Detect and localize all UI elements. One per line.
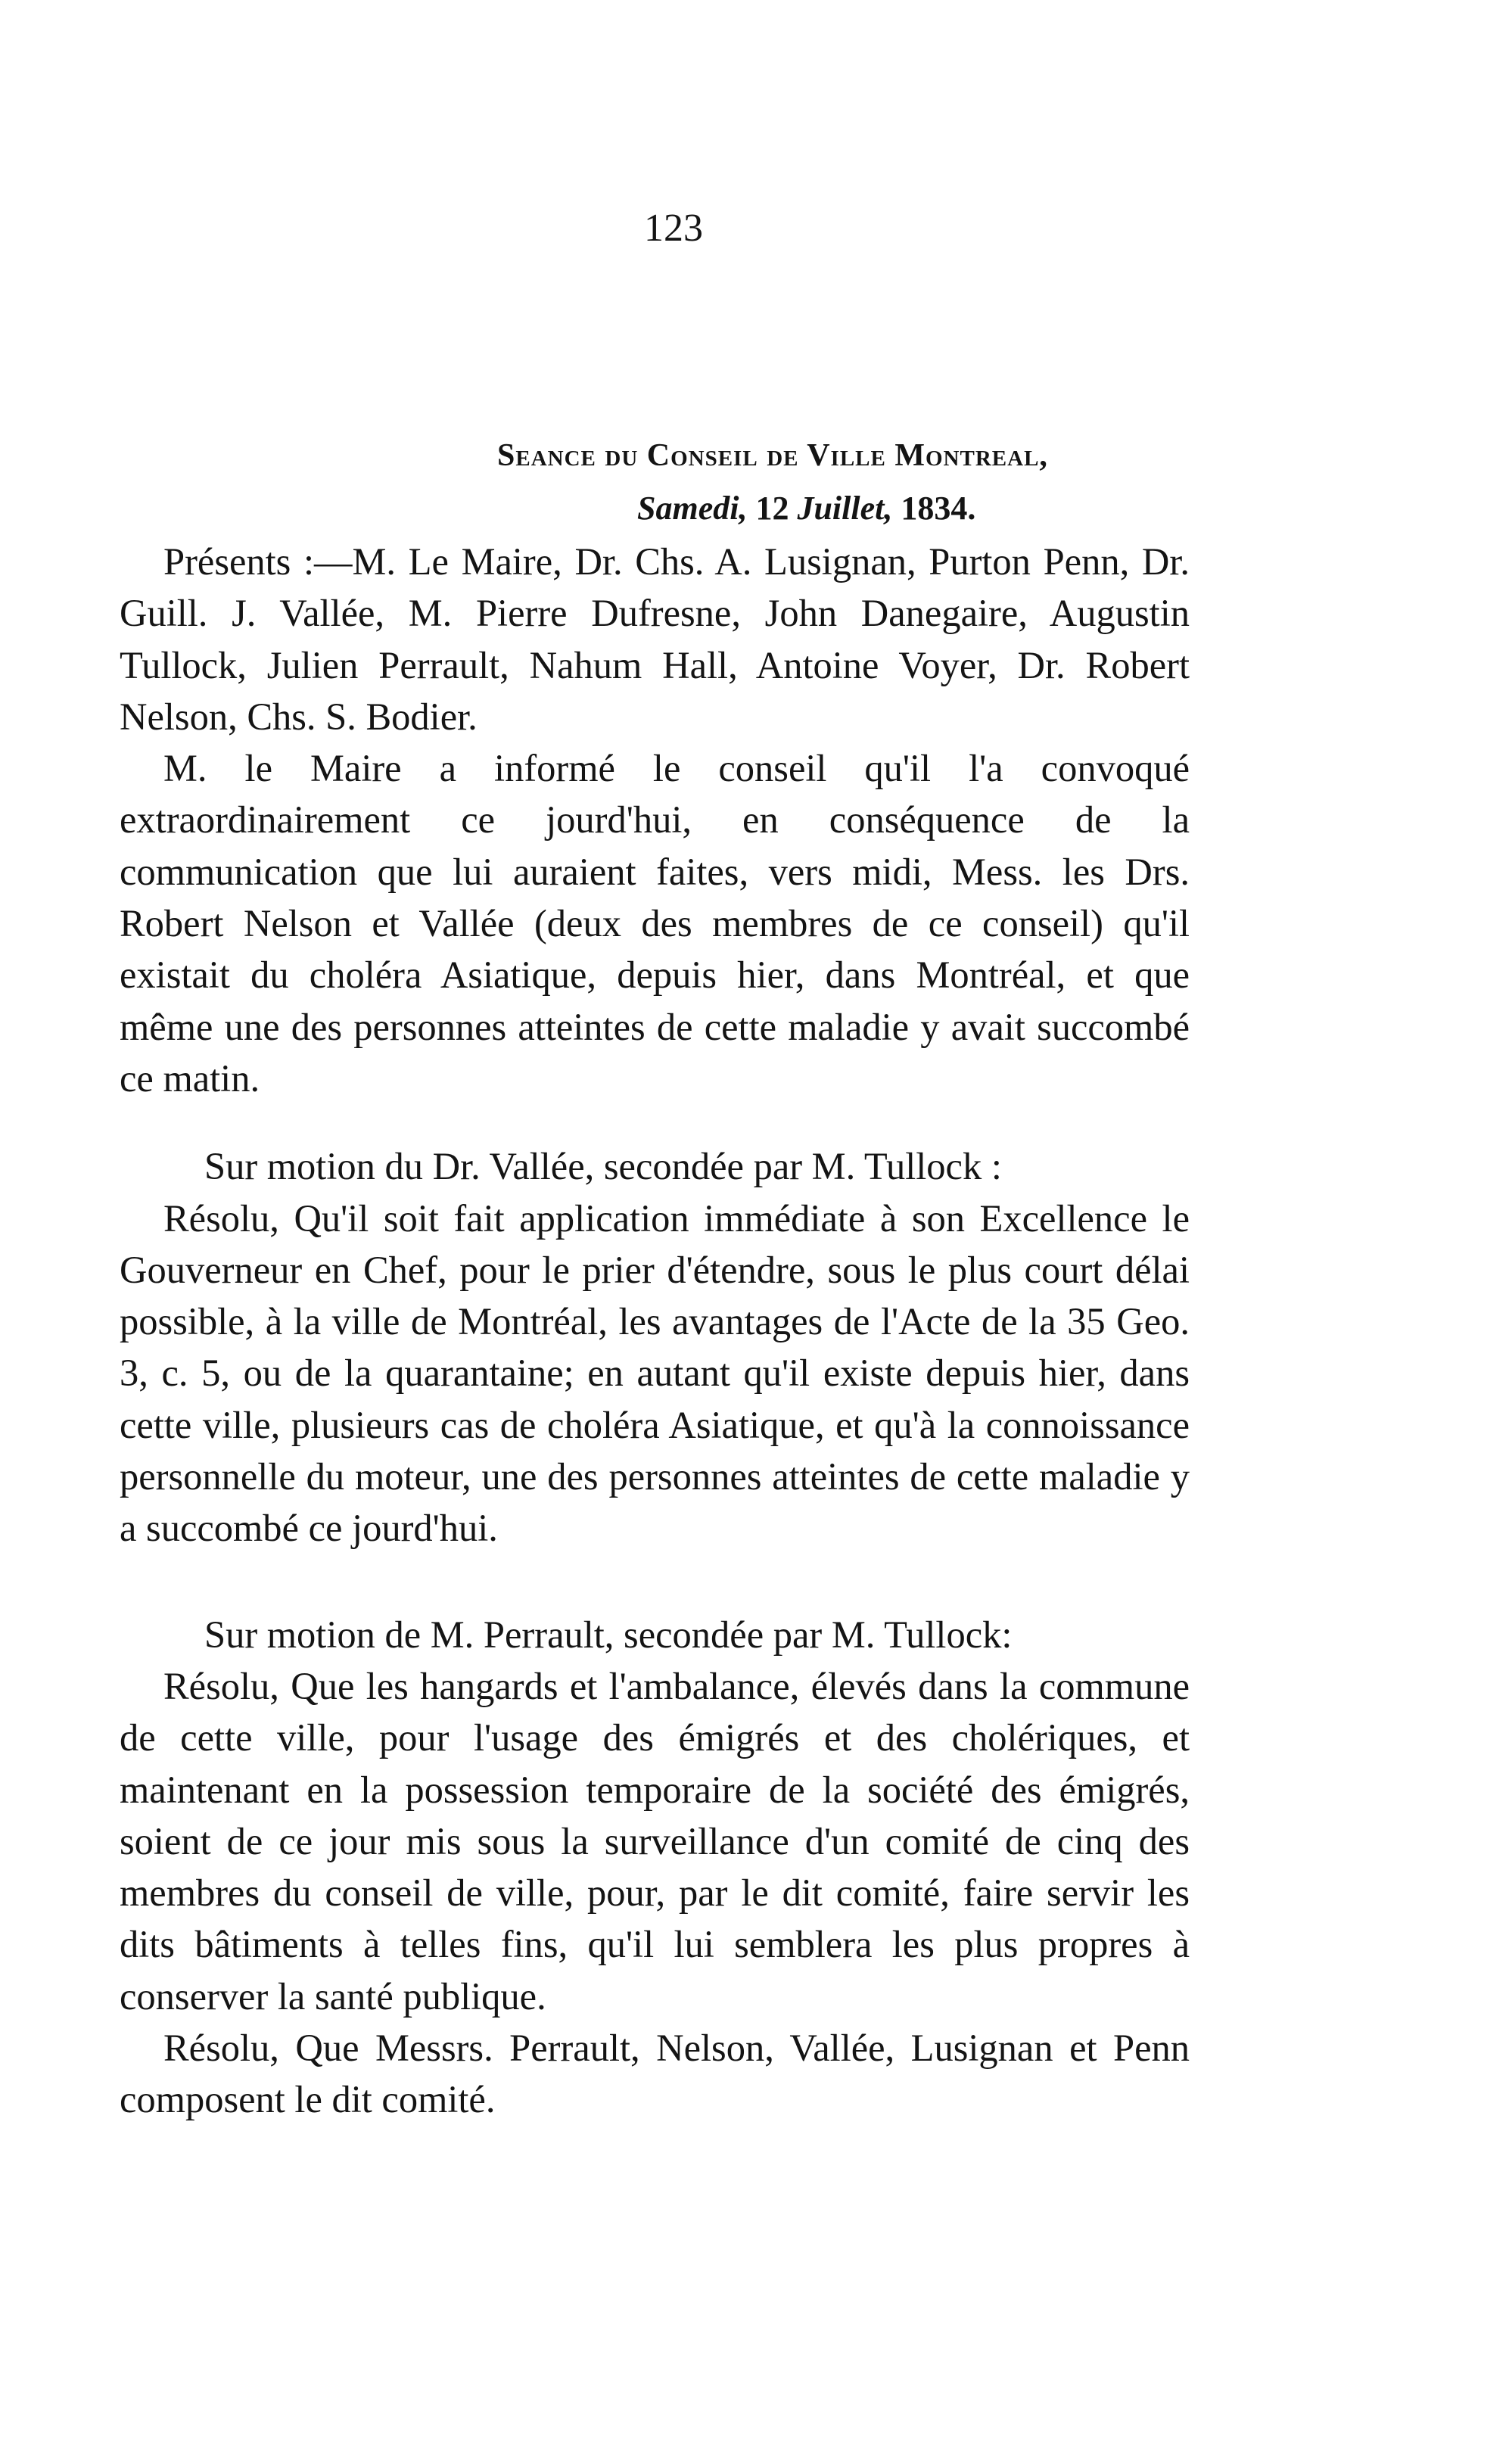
minutes-body (120, 536, 1190, 2126)
date-day: Samedi, (637, 490, 748, 527)
date-month: Juillet, (797, 490, 893, 527)
motion-line: Sur motion de M. Perrault, secondée par M. Tullock: (204, 1613, 1013, 1656)
date-number: 12 (747, 490, 798, 527)
motion-line: Sur motion du Dr. Vallée, secondée par M. Tullock : (204, 1145, 1002, 1188)
page-number: 123 (644, 207, 703, 250)
date-year: 1834. (892, 490, 976, 527)
convocation-paragraph: M. le Maire a informé le conseil qu'il l'a convoqué extraordinairement ce jourd'hui, en conséquence de la communication que lui auraient faites, vers midi, Mess. les Drs. Robert Nelson et Vallée (deux des membres de ce conseil) qu'il existait du choléra Asiatique, depuis hier, dans Montréal, et que même une des personnes atteintes de cette maladie y avait succombé ce matin. (120, 747, 1190, 1100)
resolution-paragraph: Résolu, Que Messrs. Perrault, Nelson, Vallée, Lusignan et Penn composent le dit comité. (120, 2027, 1190, 2121)
attendees-paragraph: Présents :—M. Le Maire, Dr. Chs. A. Lusignan, Purton Penn, Dr. Guill. J. Vallée, M. Pierre Dufresne, John Danegaire, Augustin Tullock, Julien Perrault, Nahum Hall, Antoine Voyer, Dr. Robert Nelson, Chs. S. Bodier. (120, 540, 1190, 738)
session-heading: Seance du Conseil de Ville Montreal, (497, 438, 1048, 473)
resolution-paragraph: Résolu, Que les hangards et l'ambalance, élevés dans la commune de cette ville, pour l'usage des émigrés et des cholériques, et maintenant en la possession temporaire de la société des émigrés, soient de ce jour mis sous la surveillance d'un comité de cinq des membres du conseil de ville, pour, par le dit comité, faire servir les dits bâtiments à telles fins, qu'il lui semblera les plus propres à conserver la santé publique. (120, 1664, 1190, 2018)
session-date (637, 484, 975, 533)
resolution-paragraph: Résolu, Qu'il soit fait application immédiate à son Excellence le Gouverneur en Chef, pour le prier d'étendre, sous le plus court délai possible, à la ville de Montréal, les avantages de l'Acte de la 35 Geo. 3, c. 5, ou de la quarantaine; en autant qu'il existe depuis hier, dans cette ville, plusieurs cas de choléra Asiatique, et qu'à la connoissance personnelle du moteur, une des personnes atteintes de cette maladie y a succombé ce jourd'hui. (120, 1196, 1190, 1550)
